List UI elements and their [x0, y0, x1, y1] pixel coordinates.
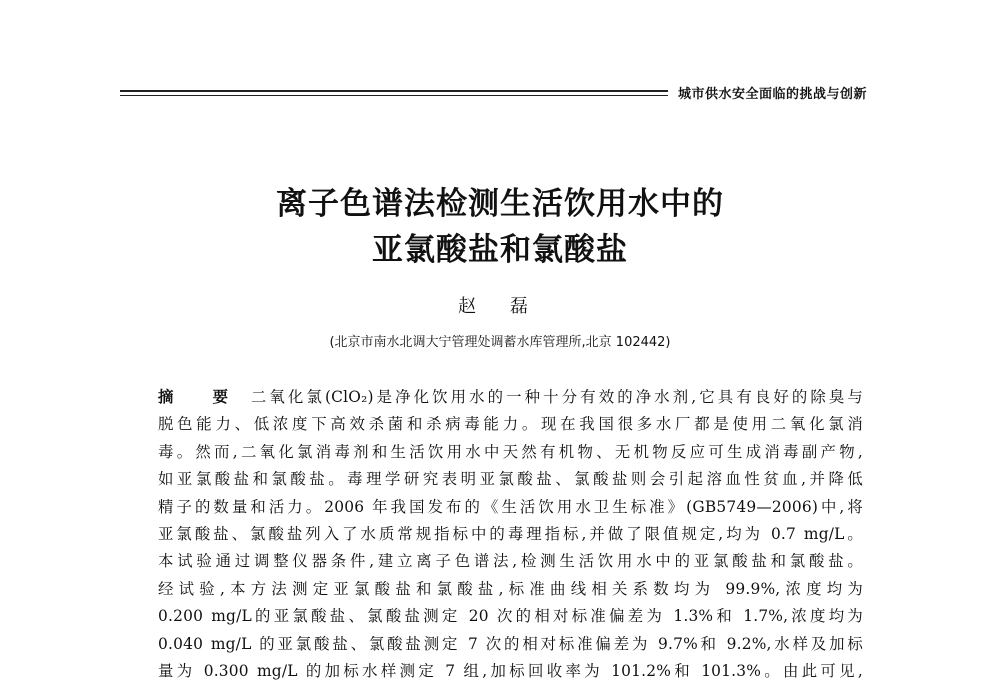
abstract-line: 如亚氯酸盐和氯酸盐。毒理学研究表明亚氯酸盐、氯酸盐则会引起溶血性贫血,并降低: [158, 470, 863, 489]
author-name: 赵 磊: [458, 296, 542, 317]
article-title-line-2: 亚氯酸盐和氯酸盐: [372, 232, 628, 268]
abstract-line: 亚氯酸盐、氯酸盐列入了水质常规指标中的毒理指标,并做了限值规定,均为 0.7 mg/L。: [158, 524, 863, 543]
header-rule: [120, 90, 668, 98]
author-affiliation: (北京市南水北调大宁管理处调蓄水库管理所,北京 102442): [329, 335, 671, 350]
abstract-line: 毒。然而,二氧化氯消毒剂和生活饮用水中天然有机物、无机物反应可生成消毒副产物,: [158, 442, 863, 461]
abstract-line: 本试验通过调整仪器条件,建立离子色谱法,检测生活饮用水中的亚氯酸盐和氯酸盐。: [158, 552, 863, 571]
abstract-line: 量为 0.300 mg/L 的加标水样测定 7 组,加标回收率为 101.2%和 101.3%。由此可见,: [158, 661, 863, 680]
header-rule-thin: [120, 95, 668, 96]
abstract-line: 脱色能力、低浓度下高效杀菌和杀病毒能力。现在我国很多水厂都是使用二氧化氯消: [158, 415, 863, 434]
article-title-line-1: 离子色谱法检测生活饮用水中的: [276, 186, 724, 222]
abstract-line: 0.200 mg/L的亚氯酸盐、氯酸盐测定 20 次的相对标准偏差为 1.3%和 1.7%,浓度均为: [158, 607, 863, 626]
header-rule-thick: [120, 90, 668, 92]
abstract-line: 0.040 mg/L 的亚氯酸盐、氯酸盐测定 7 次的相对标准偏差为 9.7%和 9.2%,水样及加标: [158, 634, 863, 653]
abstract-line: 经试验,本方法测定亚氯酸盐和氯酸盐,标准曲线相关系数均为 99.9%,浓度均为: [158, 579, 863, 598]
abstract-label: 摘 要: [158, 388, 245, 406]
abstract: [158, 384, 863, 685]
abstract-line: 精子的数量和活力。2006 年我国发布的《生活饮用水卫生标准》(GB5749—2006)中,将: [158, 497, 863, 516]
abstract-line: [158, 384, 863, 411]
section-title: 城市供水安全面临的挑战与创新: [678, 87, 868, 102]
abstract-text: 二氧化氯(ClO₂)是净化饮用水的一种十分有效的净水剂,它具有良好的除臭与: [250, 388, 863, 406]
